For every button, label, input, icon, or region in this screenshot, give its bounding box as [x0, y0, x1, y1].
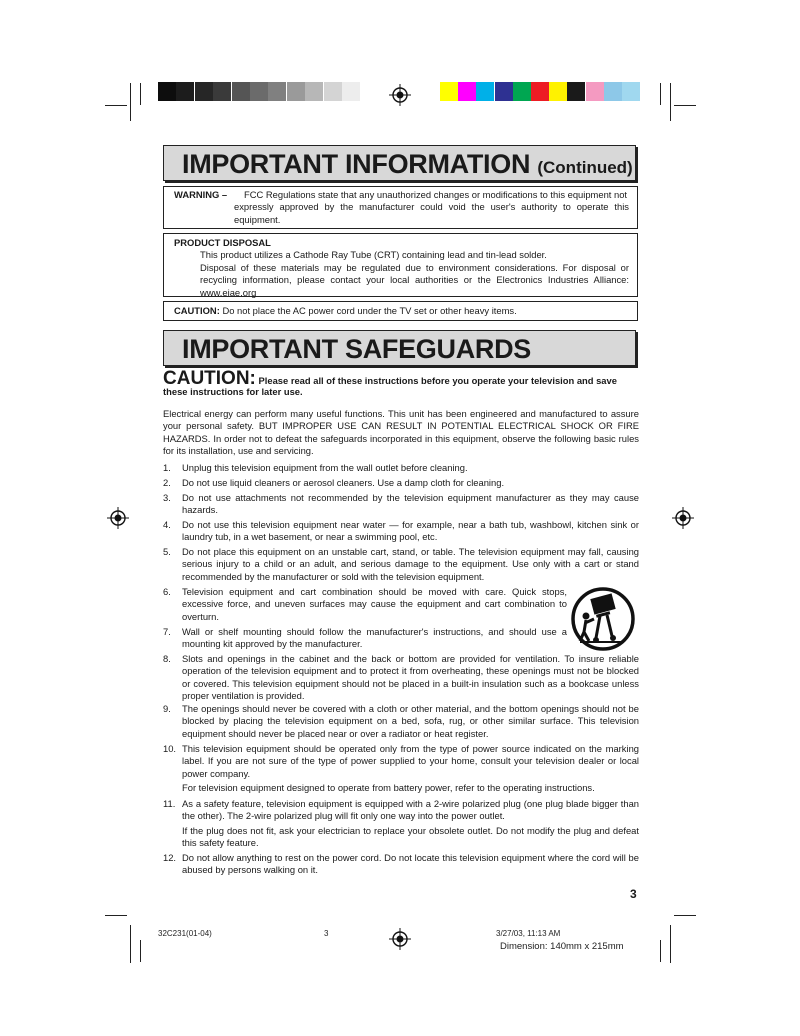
caution-header	[163, 368, 639, 397]
crop-mark	[140, 940, 141, 962]
item-number: 7.	[163, 626, 171, 637]
gray-swatch	[342, 82, 360, 101]
color-swatch	[531, 82, 549, 101]
color-swatch	[495, 82, 513, 101]
item-text: This television equipment should be operated only from the type of power source indicated on the marking label. If you are not sure of the type of power supplied to your home, consult your television dealer or local power company.	[182, 743, 639, 779]
footer-file: 32C231(01-04)	[158, 929, 212, 938]
gray-swatch	[232, 82, 250, 101]
caution-label: CAUTION:	[174, 305, 220, 316]
gray-swatch	[213, 82, 231, 101]
item-text: Unplug this television equipment from the wall outlet before cleaning.	[182, 462, 468, 473]
caution-header-text: Please read all of these instructions before you operate your television and save these instructions for later use.	[163, 375, 617, 397]
crop-mark	[660, 83, 661, 105]
item-text: Slots and openings in the cabinet and the back or bottom are provided for ventilation. To insure reliable operation of the television equipment and to protect it from overheating, these openings must not be blocked or covered. This television equipment should not be placed in a built-in insulation such as a bookcase unless proper ventilation is provided.	[182, 653, 639, 702]
crop-mark	[674, 915, 696, 916]
warning-label: WARNING –	[174, 189, 228, 200]
item-number: 1.	[163, 462, 171, 473]
crop-mark	[660, 940, 661, 962]
crop-mark	[105, 105, 127, 106]
intro-paragraph: Electrical energy can perform many useful functions. This unit has been engineered and manufactured to assure your personal safety. BUT IMPROPER USE CAN RESULT IN POTENTIAL ELECTRICAL SHOCK OR FIRE HAZARDS. In order not to defeat the safeguards incorporated in this equipment, observe the following basic rules for its installation, use and servicing.	[163, 408, 639, 457]
color-swatch	[458, 82, 476, 101]
item-text: Do not use this television equipment near water — for example, near a bath tub, washbowl, kitchen sink or laundry tub, in a wet basement, or near a swimming pool, etc.	[182, 519, 639, 543]
section-title	[182, 146, 633, 186]
color-swatch	[622, 82, 640, 101]
registration-mark-icon	[107, 507, 129, 529]
footer-dimension: Dimension: 140mm x 215mm	[500, 941, 624, 952]
color-swatch	[549, 82, 567, 101]
gray-swatch	[305, 82, 323, 101]
item-number: 12.	[163, 852, 177, 863]
item-text: Wall or shelf mounting should follow the manufacturer's instructions, and should use a mounting kit approved by the manufacturer.	[182, 626, 567, 650]
gray-swatch	[195, 82, 213, 101]
disposal-box	[163, 233, 638, 297]
item-text: Do not use liquid cleaners or aerosol cleaners. Use a damp cloth for cleaning.	[182, 477, 505, 488]
crop-mark	[140, 83, 141, 105]
title-suffix: (Continued)	[537, 158, 633, 177]
item-number: 4.	[163, 519, 171, 530]
section-title-box	[163, 330, 636, 366]
gray-swatch	[324, 82, 342, 101]
color-swatch	[513, 82, 531, 101]
color-swatch	[586, 82, 604, 101]
gray-swatch	[268, 82, 286, 101]
warning-box	[163, 186, 638, 229]
crop-mark	[674, 105, 696, 106]
item-number: 2.	[163, 477, 171, 488]
disposal-text: Disposal of these materials may be regulated due to environment considerations. For disposal or recycling information, please contact your local authorities or the Electronics Industries Alliance: www.eiae.org	[200, 261, 629, 298]
item-text: The openings should never be covered with a cloth or other material, and the bottom openings should not be blocked by placing the television equipment on a bed, sofa, rug, or other similar surface. This television equipment should never be placed near or over a radiator or heat register.	[182, 703, 639, 739]
registration-mark-icon	[672, 507, 694, 529]
item-number: 6.	[163, 586, 171, 597]
crop-mark	[130, 925, 131, 963]
item-number: 3.	[163, 492, 171, 503]
gray-swatch	[176, 82, 194, 101]
title-text: IMPORTANT INFORMATION	[182, 149, 531, 179]
item-number: 8.	[163, 653, 171, 664]
sub-paragraph: If the plug does not fit, ask your electrician to replace your obsolete outlet. Do not modify the plug and defeat this safety feature.	[182, 825, 639, 849]
section-title-box	[163, 145, 636, 181]
section-title	[182, 331, 531, 367]
registration-mark-icon	[389, 928, 411, 950]
item-text: Television equipment and cart combination should be moved with care. Quick stops, excessive force, and uneven surfaces may cause the equipment and cart combination to overturn.	[182, 586, 567, 622]
item-text: As a safety feature, television equipment is equipped with a 2-wire polarized plug (one plug blade bigger than the other). The 2-wire polarized plug will fit only one way into the power outlet.	[182, 798, 639, 822]
page-number: 3	[630, 887, 637, 901]
registration-mark-icon	[389, 84, 411, 106]
gray-swatch	[287, 82, 305, 101]
color-swatch	[604, 82, 622, 101]
crop-mark	[105, 915, 127, 916]
sub-paragraph: For television equipment designed to operate from battery power, refer to the operating instructions.	[182, 782, 595, 793]
caution-box	[163, 301, 638, 321]
cart-tipover-warning-icon	[570, 586, 636, 652]
warning-line: equipment.	[234, 213, 281, 225]
warning-line: FCC Regulations state that any unauthorized changes or modifications to this equipment not	[244, 189, 628, 200]
item-text: Do not place this equipment on an unstable cart, stand, or table. The television equipment may fall, causing serious injury to a child or an adult, and serious damage to the equipment. Use only with a cart or stand recommended by the manufacturer or sold with the television equipment.	[182, 546, 639, 582]
footer-date: 3/27/03, 11:13 AM	[496, 929, 561, 938]
gray-swatch	[158, 82, 176, 101]
disposal-line: This product utilizes a Cathode Ray Tube (CRT) containing lead and tin-lead solder.	[200, 249, 547, 261]
caution-big: CAUTION:	[163, 368, 256, 389]
warning-line: expressly approved by the manufacturer could void the user's authority to operate this	[234, 201, 629, 213]
crop-mark	[670, 925, 671, 963]
color-swatch	[567, 82, 585, 101]
crop-mark	[670, 83, 671, 121]
item-number: 10.	[163, 743, 177, 754]
item-number: 5.	[163, 546, 171, 557]
title-text: IMPORTANT SAFEGUARDS	[182, 334, 531, 364]
caution-text: Do not place the AC power cord under the TV set or other heavy items.	[222, 305, 517, 316]
footer-page: 3	[324, 929, 329, 938]
item-text: Do not allow anything to rest on the power cord. Do not locate this television equipment where the cord will be abused by persons walking on it.	[182, 852, 639, 876]
item-number: 9.	[163, 703, 171, 714]
disposal-heading: PRODUCT DISPOSAL	[174, 237, 271, 248]
color-swatch	[440, 82, 458, 101]
item-text: Do not use attachments not recommended by the television equipment manufacturer as they may cause hazards.	[182, 492, 639, 516]
gray-swatch	[250, 82, 268, 101]
crop-mark	[130, 83, 131, 121]
item-number: 11.	[163, 798, 176, 809]
color-swatch	[476, 82, 494, 101]
